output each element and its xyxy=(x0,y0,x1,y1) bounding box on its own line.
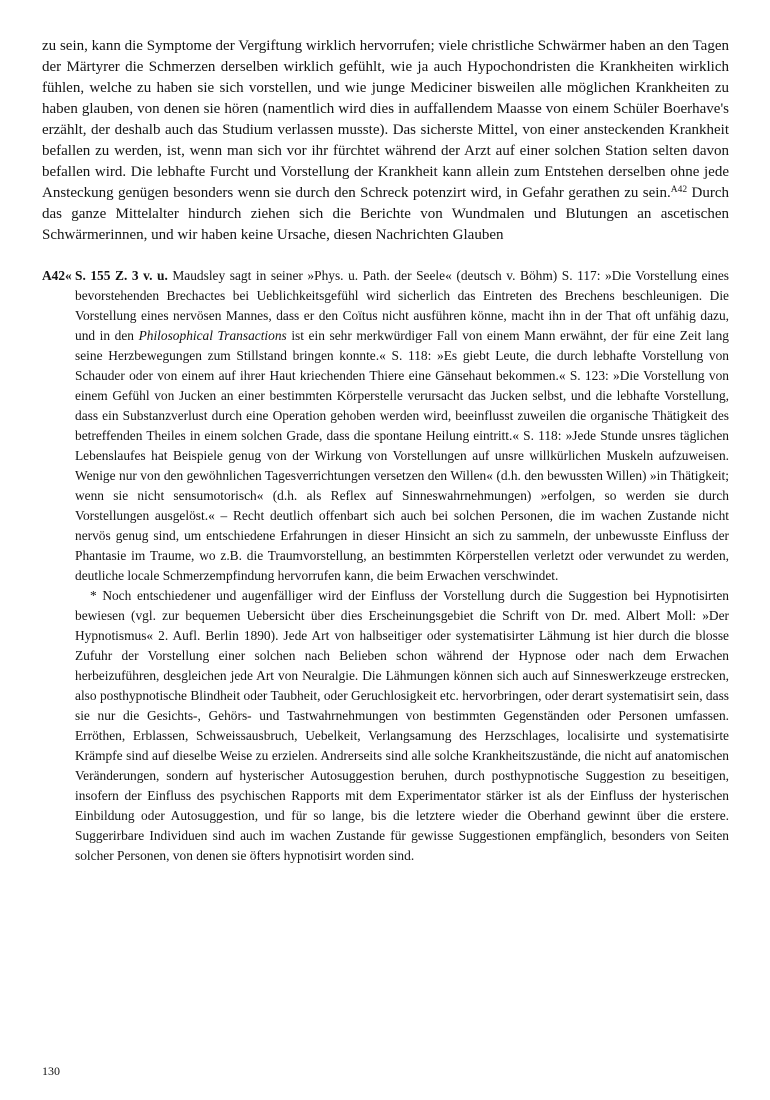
annotation-text-run-2: ist ein sehr merkwürdiger Fall von einem Mann erwähnt, der für eine Zeit lang seine Herzbewegungen zum Stillstand bringen konnte.« S. 118: »Es giebt Leute, die durch lebhafte Vorstellung von Schauder oder von einem auf ihrer Haut kriechenden Thiere eine Gänsehaut bekommen.« S. 123: »Die Vorstellung von einem Gefühl von Jucken an einer bestimmten Körperstelle verursacht das Jucken selbst, und die lebhafte Vorstellung, dass ein Substanzverlust durch eine Operation gehoben werden wird, beeinflusst zuweilen die organische Thätigkeit des betreffenden Theiles in einem solchen Grade, dass die spontane Heilung eintritt.« S. 118: »Jede Stunde unsres täglichen Lebenslaufes hat Beispiele genug von der Wirkung von Vorstellungen auf unsre willkürlichen Muskeln aufzuweisen. Wenige nur von den gewöhnlichen Tagesverrichtungen versetzen den Willen« (d.h. den bewussten Willen) »in Thätigkeit; wenn sie nicht sensumotorisch« (d.h. als Reflex auf Sinneswahrnehmungen) »erfolgen, so werden sie durch Vorstellungen ausgelöst.« – Recht deutlich offenbart sich auch bei solchen Personen, die im wachen Zustande nicht nervös genug sind, um entschiedene Erfahrungen in dieser Hinsicht an sich zu sammeln, der unbewusste Einfluss der Phantasie im Traume, wo z.B. die Traumvorstellung, an bestimmten Körperstellen verletzt oder verwundet zu werden, deutliche locale Schmerzempfindung hervorrufen kann, die beim Erwachen verschwindet. xyxy=(75,328,729,583)
main-text-before-note: zu sein, kann die Symptome der Vergiftung wirklich hervorrufen; viele christliche Schwärmer haben an den Tagen der Märtyrer die Schmerzen derselben wirklich gefühlt, wie ja auch Hypochondristen die Krankheiten wirklich fühlen, welche zu haben sie sich vorstellen, und wie junge Mediciner bisweilen alle möglichen Krankheiten zu haben glauben, von denen sie hören (namentlich wird dies in auffallendem Maasse von einem Schüler Boerhave's erzählt, der deshalb auch das Studium verlassen musste). Das sicherste Mittel, von einer ansteckenden Krankheit befallen zu werden, ist, wenn man sich vor ihr fürchtet während der Arzt auf einer solchen Station selten davon befallen wird. Die lebhafte Furcht und Vorstellung der Krankheit kann allein zum Entstehen derselben ohne jede Ansteckung genügen besonders wenn sie durch den Schreck potenzirt wird, in Gefahr gerathen zu sein. xyxy=(42,38,729,201)
page-number: 130 xyxy=(42,1064,60,1078)
annotation-text-run-1: Maudsley sagt in seiner »Phys. u. Path. der Seele« (deutsch v. Böhm) S. 117: »Die Vorstellung eines bevorstehenden Brechactes bei Ueblichkeitsgefühl wird sicherlich das Eintreten des Brechens beschleunigen. Die Vorstellung eines nervösen Mannes, dass er den Coïtus nicht ausführen könne, macht ihn in der That oft unfähig dazu, und in den xyxy=(75,268,729,343)
note-reference-a42: A42 xyxy=(670,184,688,195)
annotation-block-a42 xyxy=(42,266,729,866)
main-paragraph xyxy=(42,36,729,246)
annotation-lemma: S. 155 Z. 3 v. u. xyxy=(75,268,168,283)
annotation-italic-title: Philosophical Transactions xyxy=(138,328,287,343)
annotation-label: A42« xyxy=(42,268,72,283)
main-text-after-note: Durch das ganze Mittelalter hindurch ziehen sich die Berichte von Wundmalen und Blutungen an ascetischen Schwärmerinnen, und wir haben keine Ursache, diesen Nachrichten Glauben xyxy=(42,185,729,243)
annotation-paragraph-1 xyxy=(42,266,729,586)
annotation-paragraph-2: * Noch entschiedener und augenfälliger wird der Einfluss der Vorstellung durch die Suggestion bei Hypnotisirten bewiesen (vgl. zur bequemen Uebersicht über dies Erscheinungsgebiet die Schrift von Dr. med. Albert Moll: »Der Hypnotismus« 2. Aufl. Berlin 1890). Jede Art von halbseitiger oder systematisirter Lähmung ist hier durch die blosse Zufuhr der Vorstellung einer solchen nach Belieben schon während der Hypnose oder nach dem Erwachen herbeizuführen, desgleichen jede Art von Neuralgie. Die Lähmungen können sich auch auf Sinneswerkzeuge erstrecken, also posthypnotische Blindheit oder Taubheit, oder Geruchlosigkeit etc. hervorbringen, oder derart systematisirt sein, dass sie nur die Gesichts-, Gehörs- und Tastwahrnehmungen von bestimmten Gegenständen oder Personen umfassen. Erröthen, Erblassen, Schweissausbruch, Uebelkeit, Verlangsamung des Herzschlages, localisirte und systematisirte Krämpfe sind auf dieselbe Weise zu erzielen. Andrerseits sind alle solche Krankheitszustände, die nicht auf anatomischen Veränderungen, sondern auf hysterischer Autosuggestion beruhen, durch posthypnotische Suggestion zu beseitigen, insofern der Einfluss des psychischen Rapports mit dem Experimentator stärker ist als der Einfluss der hysterischen Einbildung oder Autosuggestion, und für so lange, bis die letztere wieder die Oberhand gewinnt über die erstere. Suggerirbare Individuen sind auch im wachen Zustande für gewisse Suggestionen empfänglich, besonders von Seiten solcher Personen, von denen sie öfters hypnotisirt worden sind. xyxy=(75,588,729,863)
